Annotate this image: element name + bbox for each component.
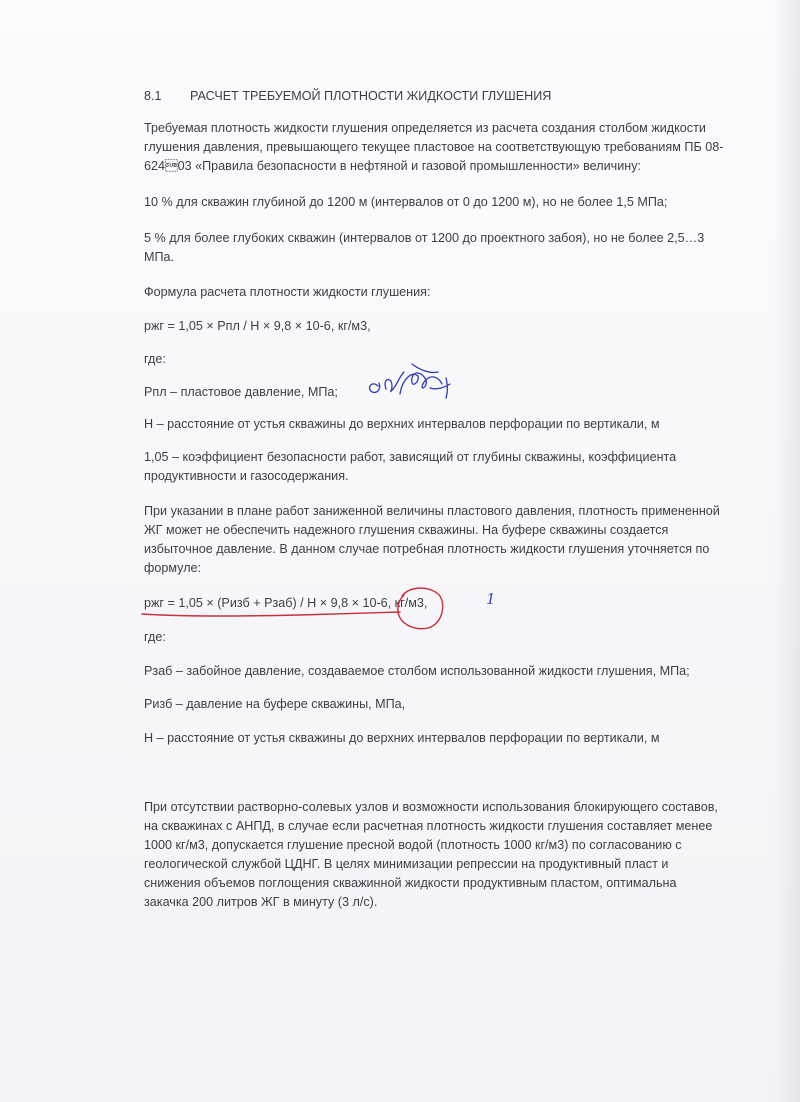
section-heading bbox=[144, 87, 764, 106]
formula-main: ржг = 1,05 × (Ризб + Рзаб) / Н × 9,8 × 10-6, bbox=[144, 596, 392, 610]
section-title: РАСЧЕТ ТРЕБУЕМОЙ ПЛОТНОСТИ ЖИДКОСТИ ГЛУШЕНИЯ bbox=[190, 89, 552, 103]
where-label: где: bbox=[144, 630, 166, 644]
scan-shadow-edge bbox=[774, 0, 800, 1102]
def-distance-to-perforation: Н – расстояние от устья скважины до верхних интервалов перфорации по вертикали, м bbox=[144, 731, 660, 745]
def-bottomhole-pressure: Рзаб – забойное давление, создаваемое столбом использованной жидкости глушения, МПа; bbox=[144, 664, 690, 678]
rule-5-percent bbox=[144, 229, 774, 267]
paragraph-line: формуле: bbox=[144, 561, 202, 575]
def-line: продуктивности и газосодержания. bbox=[144, 469, 349, 483]
def-formation-pressure: Рпл – пластовое давление, МПа; bbox=[144, 385, 338, 399]
rule-10-percent: 10 % для скважин глубиной до 1200 м (интервалов от 0 до 1200 м), но не более 1,5 МПа; bbox=[144, 195, 668, 209]
intro-line: Требуемая плотность жидкости глушения определяется из расчета создания столбом жидкости bbox=[144, 121, 706, 135]
fresh-water-paragraph bbox=[144, 798, 774, 912]
formula-label: Формула расчета плотности жидкости глушения: bbox=[144, 285, 431, 299]
paragraph-line: избыточное давление. В данном случае потребная плотность жидкости глушения уточняется по bbox=[144, 542, 710, 556]
intro-paragraph bbox=[144, 119, 774, 176]
formula-unit: кг/м3, bbox=[394, 596, 428, 610]
paragraph-line: При отсутствии растворно-солевых узлов и возможности использования блокирующего составов, bbox=[144, 800, 718, 814]
paragraph-line: 1000 кг/м3, допускается глушение пресной водой (плотность 1000 кг/м3) по согласованию с bbox=[144, 838, 682, 852]
intro-line: 62403 «Правила безопасности в нефтяной и газовой промышленности» величину: bbox=[144, 159, 641, 173]
formula-with-buffer-pressure bbox=[144, 594, 774, 613]
def-line: 1,05 – коэффициент безопасности работ, зависящий от глубины скважины, коэффициента bbox=[144, 450, 677, 464]
def-safety-coefficient bbox=[144, 448, 774, 486]
margin-mark: 1 bbox=[486, 590, 496, 608]
underpressure-paragraph bbox=[144, 502, 774, 578]
paragraph-line: При указании в плане работ заниженной величины пластового давления, плотность примененной bbox=[144, 504, 720, 518]
section-number: 8.1 bbox=[144, 89, 162, 103]
intro-line: глушения давления, превышающего текущее пластовое на соответствующую требованиям ПБ 08- bbox=[144, 140, 724, 154]
def-buffer-pressure: Ризб – давление на буфере скважины, МПа, bbox=[144, 697, 406, 711]
paragraph-line: снижения объемов поглощения скважинной жидкости продуктивным пластом, оптимальна bbox=[144, 876, 677, 890]
formula-basic: ржг = 1,05 × Рпл / Н × 9,8 × 10-6, кг/м3, bbox=[144, 319, 371, 333]
paragraph-line: ЖГ может не обеспечить надежного глушения скважины. На буфере скважины создается bbox=[144, 523, 669, 537]
def-distance-to-perforation: Н – расстояние от устья скважины до верхних интервалов перфорации по вертикали, м bbox=[144, 417, 660, 431]
paragraph-line: на скважинах с АНПД, в случае если расчетная плотность жидкости глушения составляет менее bbox=[144, 819, 713, 833]
paragraph-line: закачка 200 литров ЖГ в минуту (3 л/с). bbox=[144, 895, 378, 909]
paragraph-line: геологической службой ЦДНГ. В целях минимизации репрессии на продуктивный пласт и bbox=[144, 857, 669, 871]
rule-line: МПа. bbox=[144, 250, 175, 264]
rule-line: 5 % для более глубоких скважин (интервалов от 1200 до проектного забоя), но не более 2,5…3 bbox=[144, 231, 705, 245]
where-label: где: bbox=[144, 352, 166, 366]
